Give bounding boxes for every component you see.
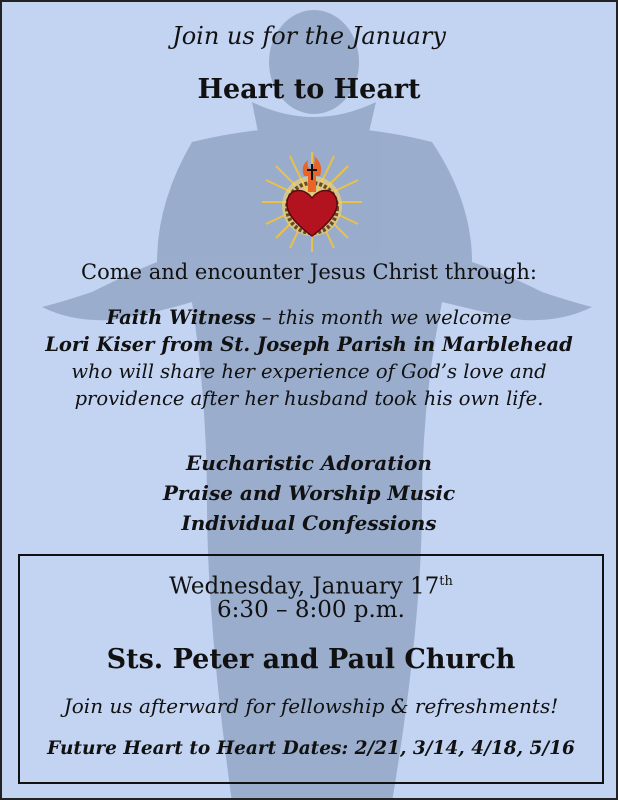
event-item-confessions: Individual Confessions (181, 511, 437, 535)
witness-line-3: who will share her experience of God’s love and (71, 360, 547, 383)
fellowship-note: Join us afterward for fellowship & refreshments! (63, 694, 559, 718)
invite-text: Join us for the January (172, 22, 446, 50)
event-item-music: Praise and Worship Music (162, 481, 456, 505)
sacred-heart-icon (260, 150, 364, 254)
future-dates: Future Heart to Heart Dates: 2/21, 3/14, 4/18, 5/16 (47, 738, 575, 759)
event-date (20, 568, 602, 601)
witness-line-1 (2, 304, 616, 331)
speaker-name: Lori Kiser from St. Joseph Parish in Marblehead (45, 333, 573, 356)
event-time: 6:30 – 8:00 p.m. (217, 597, 405, 623)
witness-speaker (2, 331, 616, 358)
event-location: Sts. Peter and Paul Church (106, 644, 516, 675)
witness-dash-text: – this month we welcome (255, 306, 512, 329)
event-details-box (18, 554, 604, 784)
witness-label: Faith Witness (106, 306, 256, 329)
event-date-text: Wednesday, January 17 (169, 573, 440, 600)
faith-witness-section (2, 304, 616, 412)
event-title: Heart to Heart (197, 74, 421, 105)
event-date-suffix: th (439, 574, 453, 589)
events-list (2, 448, 616, 538)
event-item-adoration: Eucharistic Adoration (186, 451, 432, 475)
witness-line-4: providence after her husband took his own life. (74, 387, 544, 410)
intro-text: Come and encounter Jesus Christ through: (81, 260, 537, 284)
